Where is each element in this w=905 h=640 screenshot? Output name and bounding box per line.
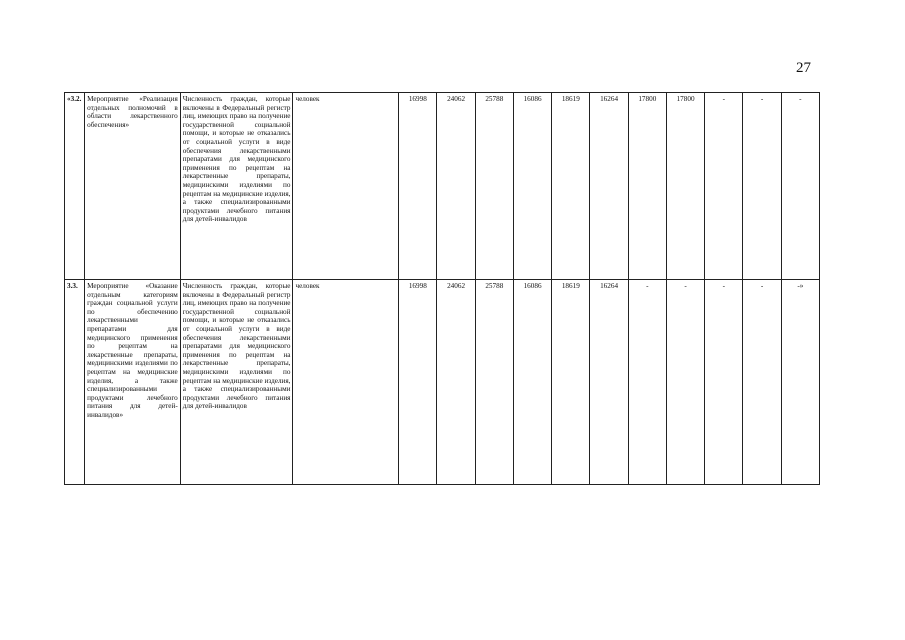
value-cell: 18619 bbox=[552, 93, 590, 280]
measure-name: Мероприятие «Оказание отдельным категориям граждан социальной услуги по обеспечению лекарственными препаратами для медицинского применения по рецептам на лекарственные препараты, медицинскими изделиями по рецептам на медицинские изделия, а также специализированными продуктами лечебного питания для детей-инвалидов» bbox=[85, 280, 181, 485]
value-cell: 16998 bbox=[399, 280, 437, 485]
value-cell: 17800 bbox=[628, 93, 666, 280]
page-number: 27 bbox=[796, 60, 811, 76]
value-cell: 17800 bbox=[666, 93, 704, 280]
value-cell: - bbox=[705, 93, 743, 280]
value-cell: 24062 bbox=[437, 280, 475, 485]
value-cell: 16998 bbox=[399, 93, 437, 280]
value-cell: - bbox=[743, 93, 781, 280]
indicator-name: Численность граждан, которые включены в Федеральный регистр лиц, имеющих право на получение государственной социальной помощи, и которые не отказались от социальной услуги в виде обеспечения лекарственными препаратами для медицинского применения по рецептам на лекарственные препараты, медицинскими изделиями по рецептам на медицинские изделия, а также специализированными продуктами лечебного питания для детей-инвалидов bbox=[180, 93, 293, 280]
measures-table bbox=[64, 92, 820, 485]
value-cell: 16264 bbox=[590, 280, 628, 485]
indicator-name: Численность граждан, которые включены в Федеральный регистр лиц, имеющих право на получение государственной социальной помощи, и которые не отказались от социальной услуги в виде обеспечения лекарственными препаратами для медицинского применения по рецептам на лекарственные препараты, медицинскими изделиями по рецептам на медицинские изделия, а также специализированными продуктами лечебного питания для детей-инвалидов bbox=[180, 280, 293, 485]
value-cell: 16086 bbox=[513, 280, 551, 485]
unit-cell: человек bbox=[293, 93, 399, 280]
value-cell: 25788 bbox=[475, 280, 513, 485]
value-cell: 18619 bbox=[552, 280, 590, 485]
row-index: «3.2. bbox=[65, 93, 85, 280]
table-row bbox=[65, 93, 820, 280]
value-cell: - bbox=[743, 280, 781, 485]
table-row bbox=[65, 280, 820, 485]
value-cell: - bbox=[781, 93, 819, 280]
value-cell: - bbox=[628, 280, 666, 485]
value-cell: 16086 bbox=[513, 93, 551, 280]
measure-name: Мероприятие «Реализация отдельных полномочий в области лекарственного обеспечения» bbox=[85, 93, 181, 280]
unit-cell: человек bbox=[293, 280, 399, 485]
value-cell: - bbox=[666, 280, 704, 485]
value-cell: 16264 bbox=[590, 93, 628, 280]
value-cell: -» bbox=[781, 280, 819, 485]
value-cell: 24062 bbox=[437, 93, 475, 280]
value-cell: - bbox=[705, 280, 743, 485]
value-cell: 25788 bbox=[475, 93, 513, 280]
row-index: 3.3. bbox=[65, 280, 85, 485]
